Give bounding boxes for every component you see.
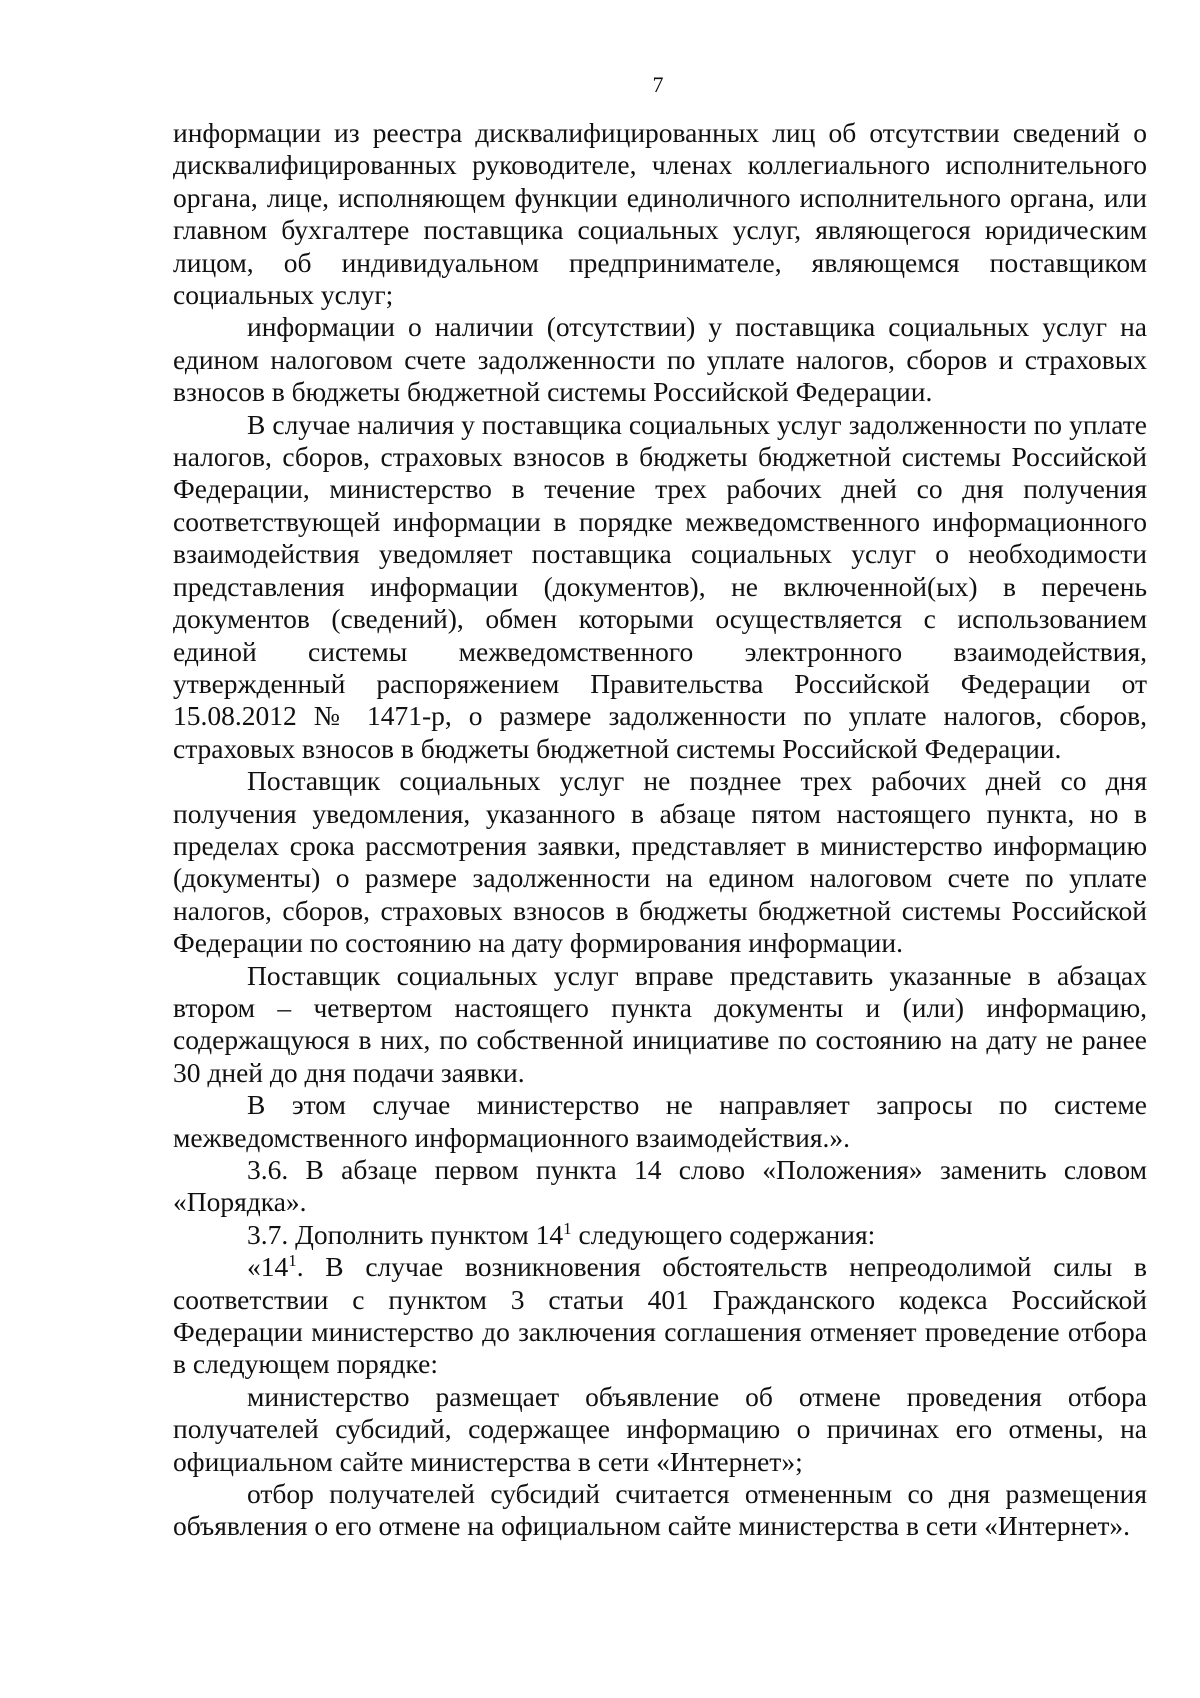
paragraph-9 (173, 1251, 1147, 1381)
superscript-index: 1 (288, 1251, 297, 1271)
superscript-index: 1 (563, 1218, 572, 1238)
paragraph-8-text-end: следующего содержания: (571, 1218, 876, 1250)
paragraph-5: Поставщик социальных услуг вправе представить указанные в абзацах втором – четвертом настоящего пункта документы и (или) информацию, содержащуюся в них, по собственной инициативе по состоянию на дату не ранее 30 дней до дня подачи заявки. (173, 959, 1147, 1088)
paragraph-6: В этом случае министерство не направляет запросы по системе межведомственного информационного взаимодействия.». (173, 1089, 1147, 1153)
paragraph-8 (173, 1219, 1147, 1251)
paragraph-3: В случае наличия у поставщика социальных услуг задолженности по уплате налогов, сборов, страховых взносов в бюджеты бюджетной системы Российской Федерации, министерство в течение трех рабочих дней со дня получения соответствующей информации в порядке межведомственного информационного взаимодействия уведомляет поставщика социальных услуг о необходимости представления информации (документов), не включенной(ых) в перечень документов (сведений), обмен которыми осуществляется с использованием единой системы межведомственного электронного взаимодействия, утвержденный распоряжением Правительства Российской Федерации от 15.08.2012 № 1471-р, о размере задолженности по уплате налогов, сборов, страховых взносов в бюджеты бюджетной системы Российской Федерации. (173, 408, 1147, 764)
paragraph-7: 3.6. В абзаце первом пункта 14 слово «Положения» заменить словом «Порядка». (173, 1154, 1147, 1218)
paragraph-8-text-start: 3.7. Дополнить пунктом 14 (247, 1218, 564, 1250)
paragraph-4: Поставщик социальных услуг не позднее трех рабочих дней со дня получения уведомления, указанного в абзаце пятом настоящего пункта, но в пределах срока рассмотрения заявки, представляет в министерство информацию (документы) о размере задолженности на едином налоговом счете по уплате налогов, сборов, страховых взносов в бюджеты бюджетной системы Российской Федерации по состоянию на дату формирования информации. (173, 765, 1147, 959)
paragraph-1: информации из реестра дисквалифицированных лиц об отсутствии сведений о дисквалифицированных руководителе, членах коллегиального исполнительного органа, лице, исполняющем функции единоличного исполнительного органа, или главном бухгалтере поставщика социальных услуг, являющегося юридическим лицом, об индивидуальном предпринимателе, являющемся поставщиком социальных услуг; (173, 117, 1147, 311)
paragraph-9-text-start: «14 (247, 1251, 289, 1283)
document-body (173, 117, 1147, 1543)
paragraph-10: министерство размещает объявление об отмене проведения отбора получателей субсидий, содержащее информацию о причинах его отмены, на официальном сайте министерства в сети «Интернет»; (173, 1380, 1147, 1477)
paragraph-11: отбор получателей субсидий считается отмененным со дня размещения объявления о его отмене на официальном сайте министерства в сети «Интернет». (173, 1478, 1147, 1542)
paragraph-9-text-end: . В случае возникновения обстоятельств непреодолимой силы в соответствии с пунктом 3 статьи 401 Гражданского кодекса Российской Федерации министерство до заключения соглашения отменяет проведение отбора в следующем порядке: (173, 1251, 1147, 1380)
paragraph-2: информации о наличии (отсутствии) у поставщика социальных услуг на едином налоговом счете задолженности по уплате налогов, сборов и страховых взносов в бюджеты бюджетной системы Российской Федерации. (173, 311, 1147, 408)
page-number: 7 (652, 72, 664, 97)
